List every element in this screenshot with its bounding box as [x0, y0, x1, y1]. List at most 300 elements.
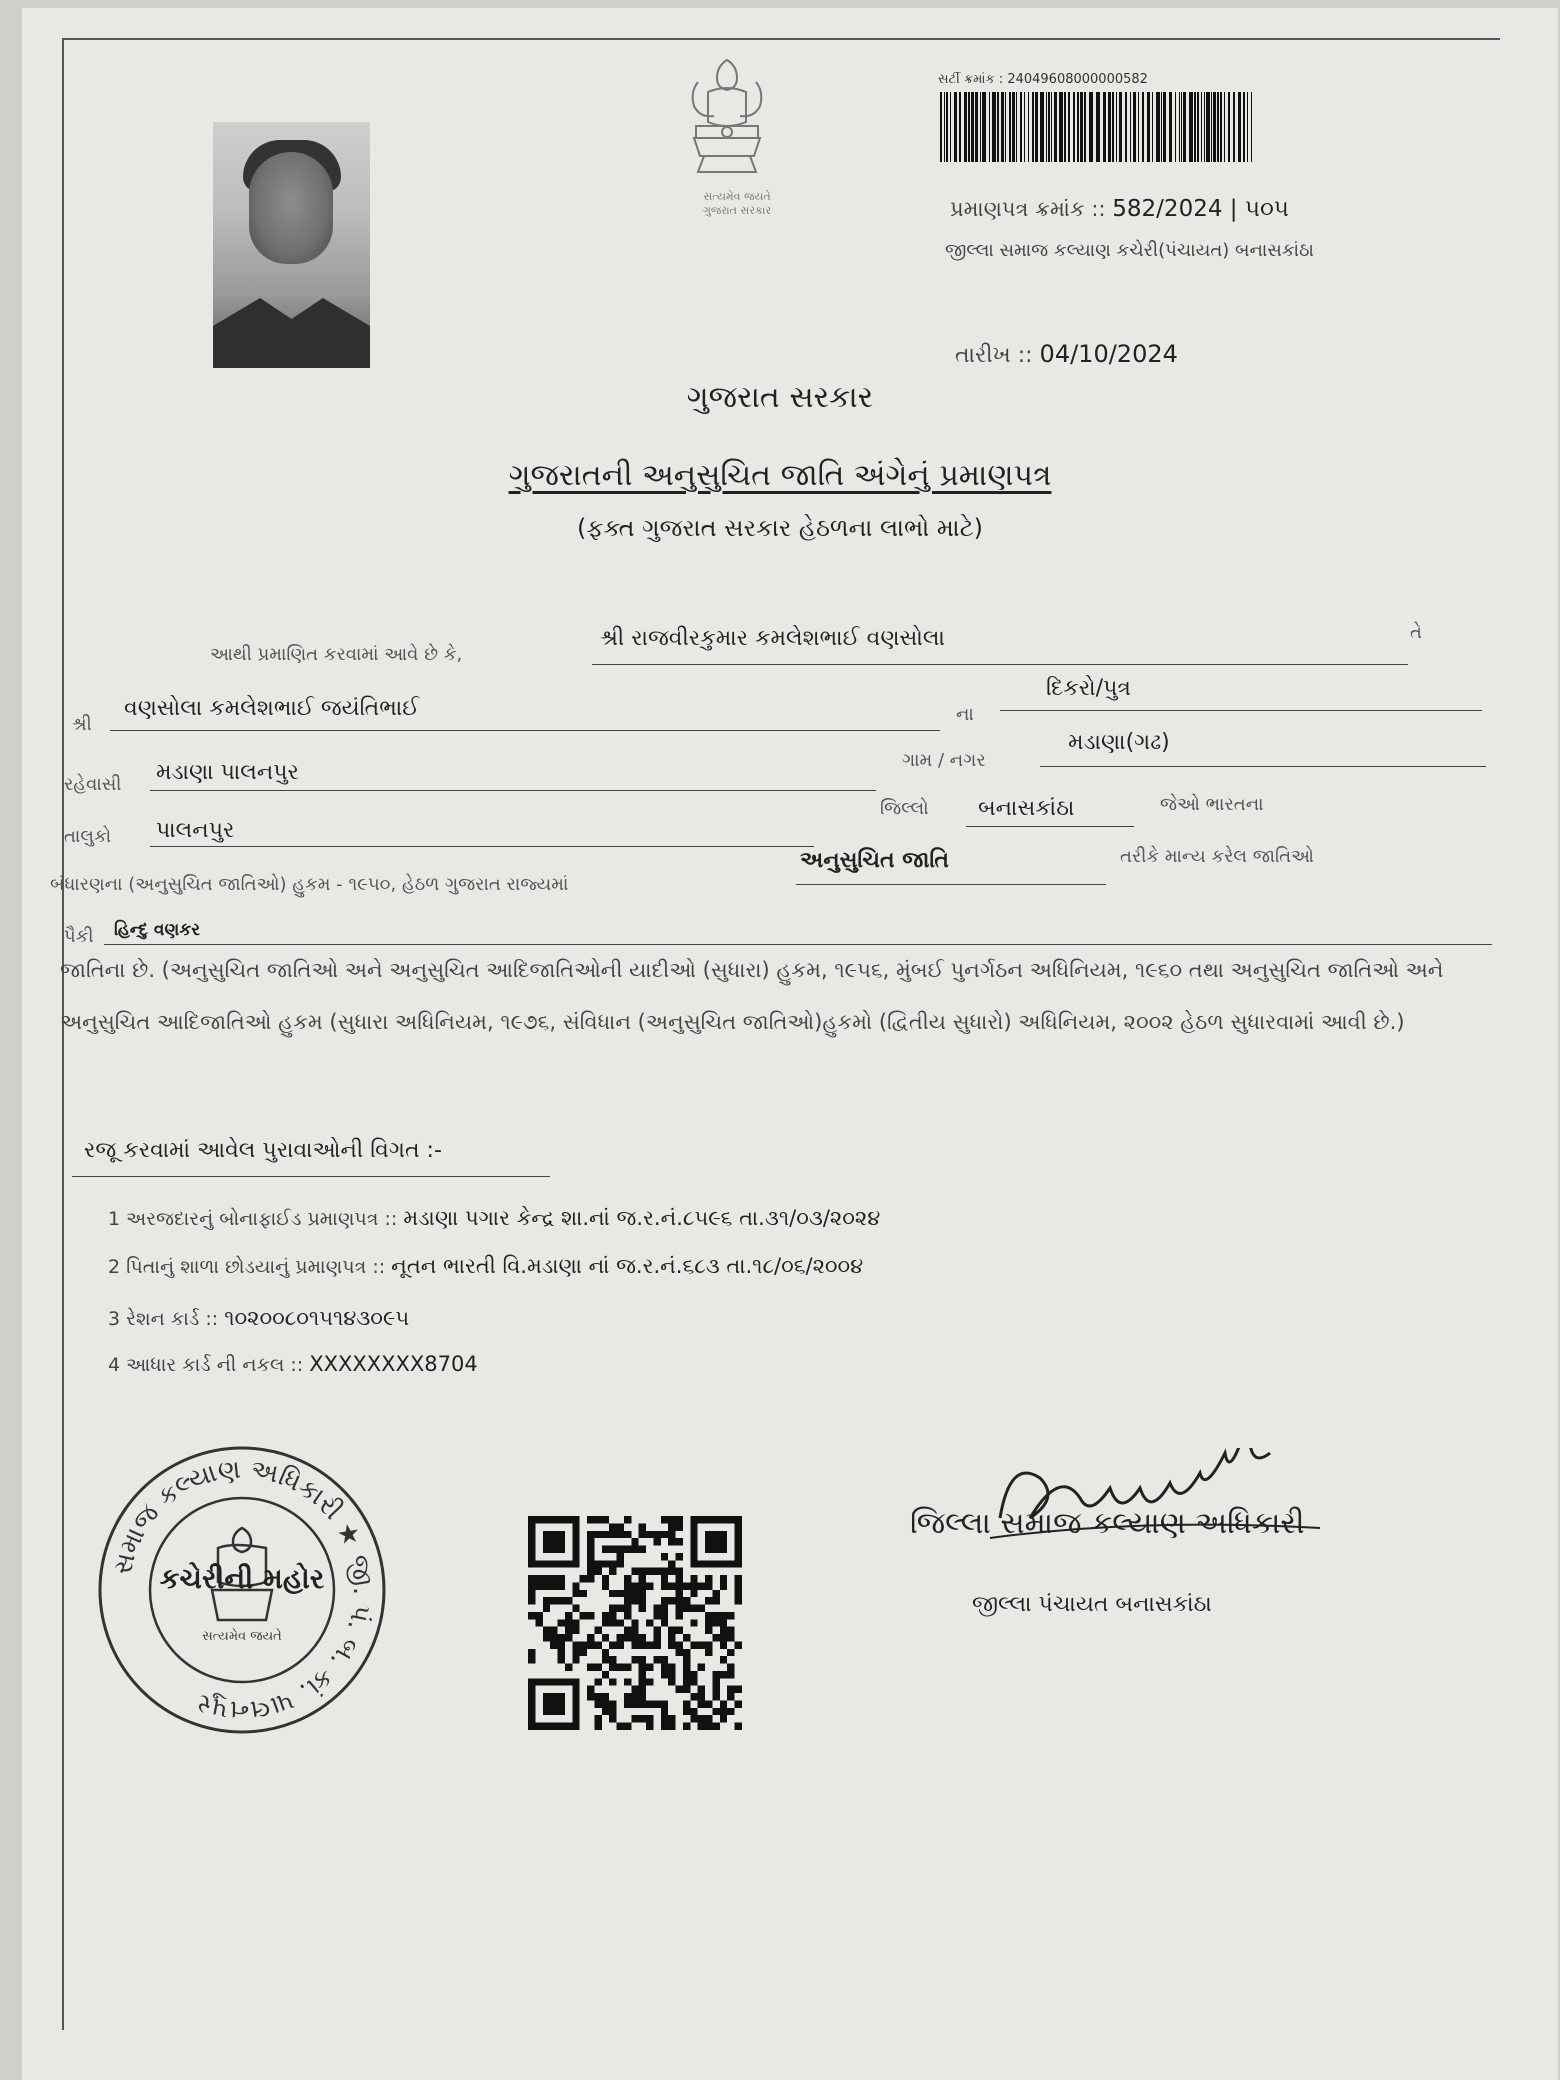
qr-module: [639, 1546, 646, 1553]
barcode-bar: [1020, 92, 1022, 162]
qr-module: [572, 1649, 579, 1656]
qr-module: [558, 1597, 565, 1604]
emblem-motto: સત્યમેવ જયતે: [703, 190, 771, 203]
qr-module: [646, 1715, 653, 1722]
barcode-bar: [1032, 92, 1034, 162]
qr-module: [720, 1582, 727, 1589]
qr-module: [676, 1641, 683, 1648]
qr-module: [720, 1619, 727, 1626]
evidence-heading-line: [72, 1176, 550, 1177]
district-value: બનાસકાંઠા: [978, 796, 1075, 821]
qr-module: [661, 1531, 668, 1538]
qr-module: [676, 1597, 683, 1604]
qr-module: [683, 1664, 690, 1671]
qr-module: [602, 1649, 609, 1656]
qr-module: [624, 1634, 631, 1641]
qr-module: [690, 1575, 697, 1582]
qr-module: [624, 1605, 631, 1612]
qr-module: [661, 1656, 668, 1663]
qr-module: [668, 1516, 675, 1523]
qr-module: [661, 1715, 668, 1722]
barcode-bar: [1161, 92, 1162, 162]
barcode-bar: [1051, 92, 1052, 162]
qr-module: [609, 1619, 616, 1626]
barcode-bar: [1175, 92, 1176, 162]
qr-module: [558, 1641, 565, 1648]
evidence-label: 1 અરજદારનું બોનાફાઈડ પ્રમાણપત્ર ::: [108, 1208, 398, 1230]
qr-module: [676, 1612, 683, 1619]
barcode-bar: [1179, 92, 1180, 162]
qr-module: [594, 1641, 601, 1648]
barcode-bar: [1073, 92, 1075, 162]
qr-module: [727, 1649, 734, 1656]
qr-module: [676, 1686, 683, 1693]
qr-module: [617, 1605, 624, 1612]
qr-module: [572, 1627, 579, 1634]
qr-module: [639, 1656, 646, 1663]
qr-module: [609, 1664, 616, 1671]
qr-module: [587, 1568, 594, 1575]
qr-module: [609, 1546, 616, 1553]
qr-module: [602, 1708, 609, 1715]
barcode-bar: [944, 92, 945, 162]
barcode-bar: [1119, 92, 1122, 162]
india-text: જેઓ ભારતના: [1160, 794, 1264, 815]
qr-module: [668, 1531, 675, 1538]
qr-module: [594, 1723, 601, 1730]
qr-module: [683, 1656, 690, 1663]
qr-module: [631, 1546, 638, 1553]
qr-module: [631, 1568, 638, 1575]
barcode-bar: [1012, 92, 1015, 162]
qr-module: [587, 1641, 594, 1648]
qr-module: [631, 1582, 638, 1589]
qr-module: [712, 1678, 719, 1685]
qr-module: [631, 1686, 638, 1693]
qr-module: [712, 1597, 719, 1604]
resident-value: મડાણા પાલનપુર: [156, 760, 299, 785]
signatory-title: જિલ્લા સમાજ કલ્યાણ અધિકારી: [910, 1506, 1305, 1541]
qr-module: [572, 1590, 579, 1597]
barcode-bar: [1194, 92, 1196, 162]
applicant-name: શ્રી રાજવીરકુમાર કમલેશભાઈ વણસોલા: [600, 626, 945, 651]
qr-module: [690, 1619, 697, 1626]
qr-module: [698, 1582, 705, 1589]
barcode-bar: [971, 92, 974, 162]
qr-module: [661, 1708, 668, 1715]
qr-module: [683, 1649, 690, 1656]
date-value: 04/10/2024: [1039, 340, 1178, 368]
qr-module: [668, 1597, 675, 1604]
barcode: [940, 92, 1256, 162]
qr-module: [558, 1634, 565, 1641]
qr-module: [528, 1612, 535, 1619]
qr-module: [631, 1641, 638, 1648]
barcode-bar: [1238, 92, 1241, 162]
qr-module: [690, 1671, 697, 1678]
qr-module: [602, 1516, 609, 1523]
qr-module: [639, 1693, 646, 1700]
barcode-bar: [1016, 92, 1017, 162]
date-label: તારીખ ::: [955, 343, 1033, 368]
barcode-bar: [1243, 92, 1245, 162]
qr-module: [609, 1531, 616, 1538]
qr-module: [631, 1715, 638, 1722]
qr-module: [558, 1649, 565, 1656]
barcode-bar: [950, 92, 951, 162]
qr-module: [639, 1715, 646, 1722]
qr-module: [602, 1582, 609, 1589]
shri-label: શ્રી: [72, 714, 92, 735]
qr-module: [698, 1664, 705, 1671]
qr-module: [683, 1708, 690, 1715]
qr-module: [698, 1723, 705, 1730]
father-name: વણસોલા કમલેશભાઈ જયંતિભાઈ: [124, 696, 420, 721]
qr-module: [543, 1634, 550, 1641]
qr-module: [683, 1700, 690, 1707]
qr-module: [705, 1649, 712, 1656]
qr-module: [587, 1546, 594, 1553]
qr-module: [594, 1664, 601, 1671]
qr-module: [676, 1590, 683, 1597]
barcode-bar: [992, 92, 996, 162]
qr-module: [705, 1597, 712, 1604]
barcode-bar: [1084, 92, 1086, 162]
barcode-bar: [989, 92, 990, 162]
issuing-office: જીલ્લા સમાજ કલ્યાણ કચેરી(પંચાયત) બનાસકાંઠા: [945, 240, 1314, 261]
cert-no-label: પ્રમાણપત્ર ક્રમાંક ::: [950, 197, 1106, 221]
qr-module: [594, 1715, 601, 1722]
qr-module: [624, 1678, 631, 1685]
qr-module: [565, 1664, 572, 1671]
qr-module: [676, 1553, 683, 1560]
qr-module: [705, 1641, 712, 1648]
qr-module: [646, 1531, 653, 1538]
evidence-item: [108, 1352, 478, 1376]
qr-module: [528, 1656, 535, 1663]
resident-label: રહેવાસી: [64, 774, 122, 795]
qr-module: [550, 1575, 557, 1582]
qr-module: [712, 1693, 719, 1700]
qr-module: [617, 1723, 624, 1730]
evidence-value: XXXXXXXX8704: [309, 1352, 478, 1376]
barcode-bar: [940, 92, 942, 162]
constitution-text: બંધારણના (અનુસુચિત જાતિઓ) હુકમ - ૧૯૫૦, હેઠળ ગુજરાત રાજ્યમાં: [50, 874, 569, 895]
qr-module: [535, 1575, 542, 1582]
qr-module: [661, 1575, 668, 1582]
qr-module: [676, 1523, 683, 1530]
qr-module: [735, 1590, 742, 1597]
qr-module: [646, 1582, 653, 1589]
district-label: જિલ્લો: [880, 798, 929, 819]
barcode-bar: [1213, 92, 1216, 162]
qr-module: [543, 1627, 550, 1634]
barcode-bar: [1138, 92, 1139, 162]
qr-module: [705, 1582, 712, 1589]
barcode-bar: [1024, 92, 1025, 162]
barcode-bar: [1028, 92, 1029, 162]
qr-module: [594, 1568, 601, 1575]
qr-module: [535, 1612, 542, 1619]
barcode-bar: [1130, 92, 1131, 162]
qr-module: [617, 1641, 624, 1648]
qr-module: [661, 1612, 668, 1619]
qr-module: [624, 1590, 631, 1597]
evidence-item: [108, 1306, 409, 1331]
qr-module: [735, 1582, 742, 1589]
qr-module: [580, 1612, 587, 1619]
qr-module: [698, 1605, 705, 1612]
qr-module: [646, 1641, 653, 1648]
qr-module: [624, 1575, 631, 1582]
qr-module: [653, 1700, 660, 1707]
qr-module: [631, 1656, 638, 1663]
barcode-bar: [1089, 92, 1093, 162]
qr-module: [528, 1649, 535, 1656]
qr-module: [735, 1700, 742, 1707]
qr-module: [543, 1531, 565, 1553]
qr-module: [594, 1516, 601, 1523]
qr-module: [727, 1627, 734, 1634]
evidence-value: મડાણા પગાર કેન્દ્ર શા.નાં જ.ર.નં.૮૫૯૬ તા.૩૧/૦૩/૨૦૨૪: [403, 1206, 881, 1230]
taluka-label: તાલુકો: [64, 826, 112, 847]
barcode-bar: [982, 92, 986, 162]
photo-shirt: [213, 298, 370, 368]
qr-module: [550, 1627, 557, 1634]
qr-module: [594, 1627, 601, 1634]
barcode-bar: [1040, 92, 1044, 162]
qr-module: [690, 1582, 697, 1589]
barcode-bar: [1169, 92, 1172, 162]
qr-module: [609, 1678, 616, 1685]
qr-module: [609, 1641, 616, 1648]
applicant-photo: [213, 122, 370, 368]
qr-module: [727, 1634, 734, 1641]
qr-module: [720, 1612, 727, 1619]
qr-module: [535, 1619, 542, 1626]
qr-module: [609, 1568, 616, 1575]
taluka-line: [150, 846, 814, 847]
qr-module: [646, 1678, 653, 1685]
qr-module: [705, 1723, 712, 1730]
seal-center-text: કચેરીની મહોર: [159, 1562, 325, 1595]
qr-module: [653, 1538, 660, 1545]
qr-module: [661, 1605, 668, 1612]
qr-module: [565, 1619, 572, 1626]
qr-module: [712, 1671, 719, 1678]
qr-module: [617, 1531, 624, 1538]
qr-module: [661, 1619, 668, 1626]
qr-module: [690, 1708, 697, 1715]
qr-module: [594, 1678, 601, 1685]
barcode-bar: [1189, 92, 1193, 162]
qr-module: [676, 1582, 683, 1589]
qr-module: [609, 1560, 616, 1567]
qr-module: [727, 1671, 734, 1678]
qr-module: [587, 1531, 594, 1538]
qr-module: [631, 1597, 638, 1604]
qr-module: [639, 1582, 646, 1589]
qr-module: [639, 1531, 646, 1538]
qr-module: [639, 1700, 646, 1707]
barcode-bar: [1217, 92, 1219, 162]
barcode-bar: [1147, 92, 1150, 162]
qr-module: [690, 1590, 697, 1597]
qr-module: [683, 1678, 690, 1685]
applicant-name-line: [592, 664, 1408, 665]
qr-module: [720, 1715, 727, 1722]
qr-module: [631, 1627, 638, 1634]
qr-module: [617, 1546, 624, 1553]
barcode-bar: [1108, 92, 1111, 162]
qr-module: [668, 1715, 675, 1722]
qr-module: [727, 1693, 734, 1700]
village-value: મડાણા(ગઢ): [1068, 730, 1170, 755]
qr-module: [624, 1700, 631, 1707]
qr-module: [594, 1693, 601, 1700]
serial-value: 24049608000000582: [1007, 72, 1148, 87]
qr-module: [617, 1560, 624, 1567]
barcode-bar: [1068, 92, 1070, 162]
qr-module: [602, 1634, 609, 1641]
relation-value: દિકરો/પુત્ર: [1046, 676, 1131, 701]
qr-module: [653, 1627, 660, 1634]
qr-module: [550, 1582, 557, 1589]
certificate-subtitle: (ફક્ત ગુજરાત સરકાર હેઠળના લાભો માટે): [576, 514, 984, 542]
qr-module: [609, 1605, 616, 1612]
handwritten-signature: [960, 1448, 1360, 1558]
qr-module: [668, 1678, 675, 1685]
qr-module: [668, 1523, 675, 1530]
qr-module: [653, 1641, 660, 1648]
qr-module: [639, 1678, 646, 1685]
qr-module: [602, 1700, 609, 1707]
barcode-bar: [1163, 92, 1166, 162]
qr-module: [609, 1523, 616, 1530]
barcode-bar: [1201, 92, 1202, 162]
qr-module: [639, 1671, 646, 1678]
qr-module: [587, 1560, 594, 1567]
evidence-item: [108, 1206, 880, 1231]
qr-module: [609, 1700, 616, 1707]
qr-module: [653, 1531, 660, 1538]
photo-face: [249, 152, 333, 264]
qr-module: [535, 1582, 542, 1589]
qr-module: [587, 1693, 594, 1700]
barcode-bar: [1220, 92, 1222, 162]
emblem-govt: ગુજરાત સરકાર: [702, 204, 772, 217]
qr-module: [705, 1531, 727, 1553]
qr-module: [580, 1641, 587, 1648]
among-label: પૈકી: [64, 926, 94, 947]
qr-module: [602, 1531, 609, 1538]
qr-module: [705, 1715, 712, 1722]
barcode-bar: [1152, 92, 1153, 162]
qr-module: [594, 1531, 601, 1538]
qr-module: [580, 1590, 587, 1597]
qr-module: [690, 1678, 697, 1685]
qr-module: [617, 1523, 624, 1530]
qr-module: [543, 1582, 550, 1589]
seal-motto: સત્યમેવ જયતે: [202, 1629, 282, 1644]
qr-module: [587, 1634, 594, 1641]
national-emblem-icon: [668, 52, 786, 180]
qr-module: [727, 1708, 734, 1715]
barcode-bar: [1197, 92, 1199, 162]
barcode-bar: [1009, 92, 1011, 162]
qr-module: [690, 1605, 697, 1612]
qr-module: [712, 1686, 719, 1693]
qr-module: [602, 1693, 609, 1700]
barcode-bar: [1077, 92, 1079, 162]
qr-module: [587, 1686, 594, 1693]
qr-module: [676, 1605, 683, 1612]
qr-module: [668, 1641, 675, 1648]
qr-module: [661, 1723, 668, 1730]
qr-module: [639, 1590, 646, 1597]
qr-code: [528, 1512, 742, 1734]
qr-module: [639, 1664, 646, 1671]
qr-module: [624, 1546, 631, 1553]
qr-module: [720, 1656, 727, 1663]
barcode-bar: [1125, 92, 1127, 162]
certify-label: આથી પ્રમાણિત કરવામાં આવે છે કે,: [210, 644, 463, 665]
qr-module: [587, 1516, 594, 1523]
qr-module: [609, 1590, 616, 1597]
certificate-title: [0, 458, 1560, 493]
qr-module: [543, 1605, 550, 1612]
qr-module: [720, 1627, 727, 1634]
qr-module: [631, 1693, 638, 1700]
qr-module: [668, 1538, 675, 1545]
barcode-bar: [1059, 92, 1063, 162]
qr-module: [653, 1656, 660, 1663]
qr-module: [639, 1523, 646, 1530]
qr-module: [712, 1590, 719, 1597]
qr-module: [631, 1619, 638, 1626]
qr-module: [705, 1700, 712, 1707]
barcode-bar: [1224, 92, 1225, 162]
qr-module: [735, 1597, 742, 1604]
qr-module: [690, 1693, 697, 1700]
qr-module: [705, 1619, 712, 1626]
qr-module: [558, 1575, 565, 1582]
barcode-bar: [1046, 92, 1047, 162]
qr-module: [594, 1560, 601, 1567]
qr-module: [661, 1700, 668, 1707]
barcode-bar: [964, 92, 967, 162]
qr-module: [639, 1634, 646, 1641]
qr-module: [602, 1619, 609, 1626]
qr-module: [543, 1575, 550, 1582]
qr-module: [550, 1597, 557, 1604]
qr-module: [602, 1612, 609, 1619]
qr-module: [698, 1700, 705, 1707]
issue-date: [955, 340, 1178, 368]
qr-module: [543, 1693, 565, 1715]
category-value: અનુસુચિત જાતિ: [800, 848, 949, 873]
qr-module: [631, 1634, 638, 1641]
qr-module: [639, 1686, 646, 1693]
serial-number: [938, 72, 1148, 87]
barcode-bar: [1142, 92, 1144, 162]
qr-module: [602, 1656, 609, 1663]
barcode-bar: [1001, 92, 1004, 162]
qr-module: [631, 1538, 638, 1545]
qr-module: [661, 1553, 668, 1560]
father-name-line: [110, 730, 940, 731]
qr-module: [624, 1597, 631, 1604]
